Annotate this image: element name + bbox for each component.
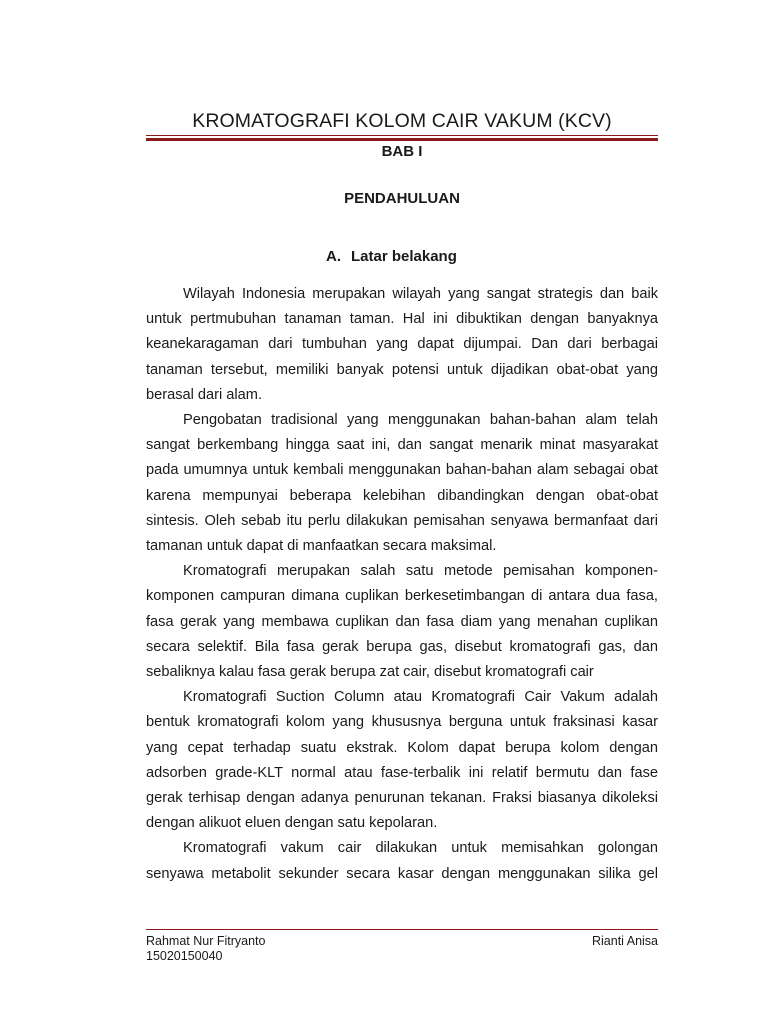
paragraph: Wilayah Indonesia merupakan wilayah yang sangat strategis dan baik untuk pertmubuhan tanaman taman. Hal ini dibuktikan dengan banyaknya keanekaragaman dari tumbuhan yang dapat dijumpai. Dan dari berbagai tanaman tersebut, memiliki banyak potensi untuk dijadikan obat-obat yang berasal dari alam. bbox=[146, 286, 658, 403]
header-rule-thick bbox=[146, 138, 658, 141]
chapter-title: PENDAHULUAN bbox=[344, 190, 460, 207]
paragraph: Pengobatan tradisional yang menggunakan bahan-bahan alam telah sangat berkembang hingga saat ini, dan sangat menarik minat masyarakat pada umumnya untuk kembali menggunakan bahan-bahan alam sebagai obat karena mempunyai beberapa kelebihan dibandingkan dengan obat-obat sintesis. Oleh sebab itu perlu dilakukan pemisahan senyawa bermanfaat dari tamanan untuk dapat di manfaatkan secara maksimal. bbox=[146, 412, 658, 555]
footer-author-id: 15020150040 bbox=[146, 949, 223, 963]
footer-author-name: Rahmat Nur Fitryanto bbox=[146, 934, 266, 948]
paragraph: Kromatografi merupakan salah satu metode pemisahan komponen-komponen campuran dimana cuplikan berkesetimbangan di antara dua fasa, fasa gerak yang membawa cuplikan dan fasa diam yang menahan cuplikan secara selektif. Bila fasa gerak berupa gas, disebut kromatografi gas, dan sebaliknya kalau fasa gerak berupa zat cair, disebut kromatografi cair bbox=[146, 563, 658, 681]
header-rule-thin bbox=[146, 135, 658, 136]
footer-rule bbox=[146, 929, 658, 930]
section-label: A. bbox=[326, 248, 341, 265]
section-title: Latar belakang bbox=[351, 248, 457, 265]
body-text bbox=[146, 282, 658, 887]
document-title: KROMATOGRAFI KOLOM CAIR VAKUM (KCV) bbox=[192, 110, 612, 132]
footer-coauthor-name: Rianti Anisa bbox=[591, 934, 658, 948]
page-footer bbox=[146, 934, 658, 964]
paragraph: Kromatografi Suction Column atau Kromatografi Cair Vakum adalah bentuk kromatografi kolom yang khususnya berguna untuk fraksinasi kasar yang cepat terhadap suatu ekstrak. Kolom dapat berupa kolom dengan adsorben grade-KLT normal atau fase-terbalik ini relatif bermutu dan fase gerak terhisap dengan adanya penurunan tekanan. Fraksi biasanya dikoleksi dengan alikuot eluen dengan satu kepolaran. bbox=[146, 689, 658, 832]
paragraph: Kromatografi vakum cair dilakukan untuk memisahkan golongan senyawa metabolit sekunder secara kasar dengan menggunakan silika gel bbox=[146, 840, 658, 882]
chapter-number: BAB I bbox=[381, 143, 423, 160]
section-heading bbox=[326, 248, 457, 265]
